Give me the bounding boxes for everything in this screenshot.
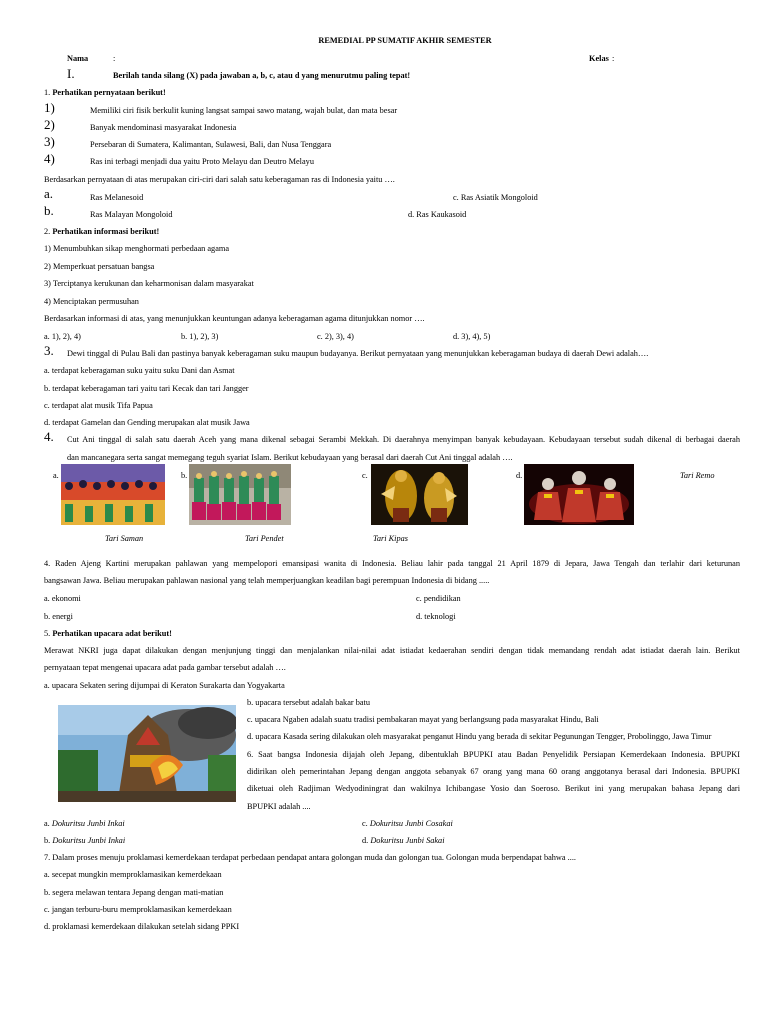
- q4b-text-line: 4. Raden Ajeng Kartini merupakan pahlawan yang mempelopori emansipasi wanita di Indonesia. Beliau lahir pada tanggal 21 April 1879 di Jepara, Jawa Tengah dan terlahir dari keturunan: [44, 559, 740, 568]
- q5-text-line: Merawat NKRI juga dapat dilakukan dengan menjunjung tinggi dan menjalankan nilai-nilai adat istiadat kedaerahan sendiri dengan tidak memandang rendah adat istiadat daerah lain. Berikut: [44, 646, 740, 655]
- q5-heading: 5. Perhatikan upacara adat berikut!: [44, 629, 172, 638]
- q1-option-b-letter: b.: [44, 203, 54, 218]
- q4b-option-d: d. teknologi: [416, 612, 456, 621]
- q1-item-text: Banyak mendominasi masyarakat Indonesia: [90, 123, 237, 132]
- tari-remo-photo: [524, 464, 634, 525]
- q6-option-b: b. Dokuritsu Junbi Inkai: [44, 836, 126, 845]
- q2-item: 4) Menciptakan permusuhan: [44, 297, 139, 306]
- q3-text: Dewi tinggal di Pulau Bali dan pastinya banyak keberagaman suku maupun budayanya. Berikut pernyataan yang menunjukkan keberagaman budaya di daerah Dewi adalah….: [67, 349, 649, 358]
- nama-colon: :: [113, 54, 116, 63]
- q4b-option-c: c. pendidikan: [416, 594, 461, 603]
- q5-option-d: d. upacara Kasada sering dilakukan oleh masyarakat penganut Hindu yang berada di sekitar Pegunungan Tengger, Probolinggo, Jawa Timur: [247, 732, 712, 741]
- q3-option-b: b. terdapat keberagaman tari yaitu tari Kecak dan tari Jangger: [44, 384, 249, 393]
- q1-heading: 1. Perhatikan pernyataan berikut!: [44, 88, 166, 97]
- q4-image-d-letter: d.: [516, 471, 523, 480]
- q2-option-d: d. 3), 4), 5): [453, 332, 491, 341]
- q6-option-c: c. Dokuritsu Junbi Cosakai: [362, 819, 453, 828]
- q3-option-c: c. terdapat alat musik Tifa Papua: [44, 401, 153, 410]
- ngaben-ceremony-photo: [58, 705, 236, 802]
- q5-option-c: c. upacara Ngaben adalah suatu tradisi pembakaran mayat yang berlangsung pada masyarakat Hindu, Bali: [247, 715, 599, 724]
- kelas-colon: :: [612, 54, 615, 63]
- q2-item: 3) Terciptanya kerukunan dan keharmonisan dalam masyarakat: [44, 279, 254, 288]
- q1-option-a-letter: a.: [44, 186, 54, 201]
- q2-option-c: c. 2), 3), 4): [317, 332, 354, 341]
- q4b-text-line: bangsawan Jawa. Beliau merupakan pahlawan nasional yang telah memperjuangkan keadilan bagi perempuan Indonesia di bidang .....: [44, 576, 490, 585]
- q2-question: Berdasarkan informasi di atas, yang menunjukkan keuntungan adanya keberagaman agama ditunjukkan nomor ….: [44, 314, 425, 323]
- q6-text-line: BPUPKI adalah ....: [247, 802, 311, 811]
- q4-image-a-letter: a.: [53, 471, 59, 480]
- q5-option-b: b. upacara tersebut adalah bakar batu: [247, 698, 371, 707]
- q5-option-a: a. upacara Sekaten sering dijumpai di Keraton Surakarta dan Yogyakarta: [44, 681, 285, 690]
- nama-label: Nama: [67, 54, 89, 63]
- q4b-option-b: b. energi: [44, 612, 73, 621]
- section-instruction: Berilah tanda silang (X) pada jawaban a, b, c, atau d yang menurutmu paling tepat!: [113, 71, 411, 80]
- q1-option-c: c. Ras Asiatik Mongoloid: [453, 193, 538, 202]
- q4-caption-b: Tari Pendet: [245, 534, 284, 543]
- q4-caption-a: Tari Saman: [105, 534, 144, 543]
- q3-option-a: a. terdapat keberagaman suku yaitu suku Dani dan Asmat: [44, 366, 235, 375]
- tari-kipas-photo: [371, 464, 468, 525]
- kelas-label: Kelas: [589, 54, 609, 63]
- q1-question: Berdasarkan pernyataan di atas merupakan ciri-ciri dari salah satu keberagaman ras di Indonesia yaitu ….: [44, 175, 395, 184]
- q3-number: 3.: [44, 343, 54, 358]
- q1-option-d: d. Ras Kaukasoid: [408, 210, 467, 219]
- q1-item-text: Memiliki ciri fisik berkulit kuning langsat sampai sawo matang, wajah bulat, dan mata besar: [90, 106, 398, 115]
- q5-text-line: pernyataan tepat mengenai upacara adat pada gambar tersebut adalah ….: [44, 663, 286, 672]
- q6-option-a: a. Dokuritsu Junbi Inkai: [44, 819, 125, 828]
- q1-item-number: 4): [44, 151, 55, 166]
- q1-option-b: Ras Malayan Mongoloid: [90, 210, 173, 219]
- q3-option-d: d. terdapat Gamelan dan Gending merupakan alat musik Jawa: [44, 418, 250, 427]
- q2-option-b: b. 1), 2), 3): [181, 332, 219, 341]
- q1-item-number: 1): [44, 100, 55, 115]
- q2-heading: 2. Perhatikan informasi berikut!: [44, 227, 160, 236]
- q2-option-a: a. 1), 2), 4): [44, 332, 81, 341]
- tari-saman-photo: [61, 464, 165, 525]
- q1-item-text: Persebaran di Sumatera, Kalimantan, Sulawesi, Bali, dan Nusa Tenggara: [90, 140, 332, 149]
- q7-option-a: a. secepat mungkin memproklamasikan kemerdekaan: [44, 870, 222, 879]
- page-title: REMEDIAL PP SUMATIF AKHIR SEMESTER: [318, 36, 492, 45]
- q4-image-b-letter: b.: [181, 471, 188, 480]
- q1-item-text: Ras ini terbagi menjadi dua yaitu Proto Melayu dan Deutro Melayu: [90, 157, 314, 166]
- q7-option-d: d. proklamasi kemerdekaan dilakukan setelah sidang PPKI: [44, 922, 240, 931]
- q4-text-line: dan mancanegara serta sangat memegang teguh syariat Islam. Berikut kebudayaan yang berasal dari daerah Cut Ani tinggal adalah ….: [67, 453, 513, 462]
- q7-option-c: c. jangan terburu-buru memproklamasikan kemerdekaan: [44, 905, 232, 914]
- q7-text: 7. Dalam proses menuju proklamasi kemerdekaan terdapat perbedaan pendapat antara golongan muda dan golongan tua. Golongan muda berpendapat bahwa ....: [44, 853, 576, 862]
- q6-text-line: 6. Saat bangsa Indonesia dijajah oleh Jepang, dibentuklah BPUPKI atau Badan Penyelidik Persiapan Kemerdekaan Indonesia. BPUPKI: [247, 750, 740, 759]
- q2-item: 1) Menumbuhkan sikap menghormati perbedaan agama: [44, 244, 230, 253]
- q4b-option-a: a. ekonomi: [44, 594, 81, 603]
- q6-option-d: d. Dokuritsu Junbi Sakai: [362, 836, 445, 845]
- q4-text-line: Cut Ani tinggal di salah satu daerah Aceh yang mana dikenal sebagai Serambi Mekkah. Di daerahnya menyimpan banyak kebudayaan. Kebudayaan tersebut sudah dikenal di berbagai daerah: [67, 435, 740, 444]
- section-numeral: I.: [67, 66, 75, 81]
- q1-item-number: 2): [44, 117, 55, 132]
- q4-image-c-letter: c.: [362, 471, 368, 480]
- q7-option-b: b. segera melawan tentara Jepang dengan mati-matian: [44, 888, 224, 897]
- tari-pendet-photo: [189, 464, 291, 525]
- q4-caption-d: Tari Remo: [680, 471, 715, 480]
- q1-item-number: 3): [44, 134, 55, 149]
- q4-number: 4.: [44, 429, 54, 444]
- q4-caption-c: Tari Kipas: [373, 534, 408, 543]
- q2-item: 2) Memperkuat persatuan bangsa: [44, 262, 155, 271]
- q1-option-a: Ras Melanesoid: [90, 193, 144, 202]
- q6-text-line: didirikan oleh pemerintahan Jepang dengan anggota sebanyak 67 orang yang mana 60 orang anggotanya berasal dari Indonesia. BPUPKI: [247, 767, 740, 776]
- q6-text-line: diketuai oleh Radjiman Wedyodiningrat dan wakilnya Ichibangase Yosio dan Soeroso. Berikut ini yang merupakan bahasa Jepang dari: [247, 784, 740, 793]
